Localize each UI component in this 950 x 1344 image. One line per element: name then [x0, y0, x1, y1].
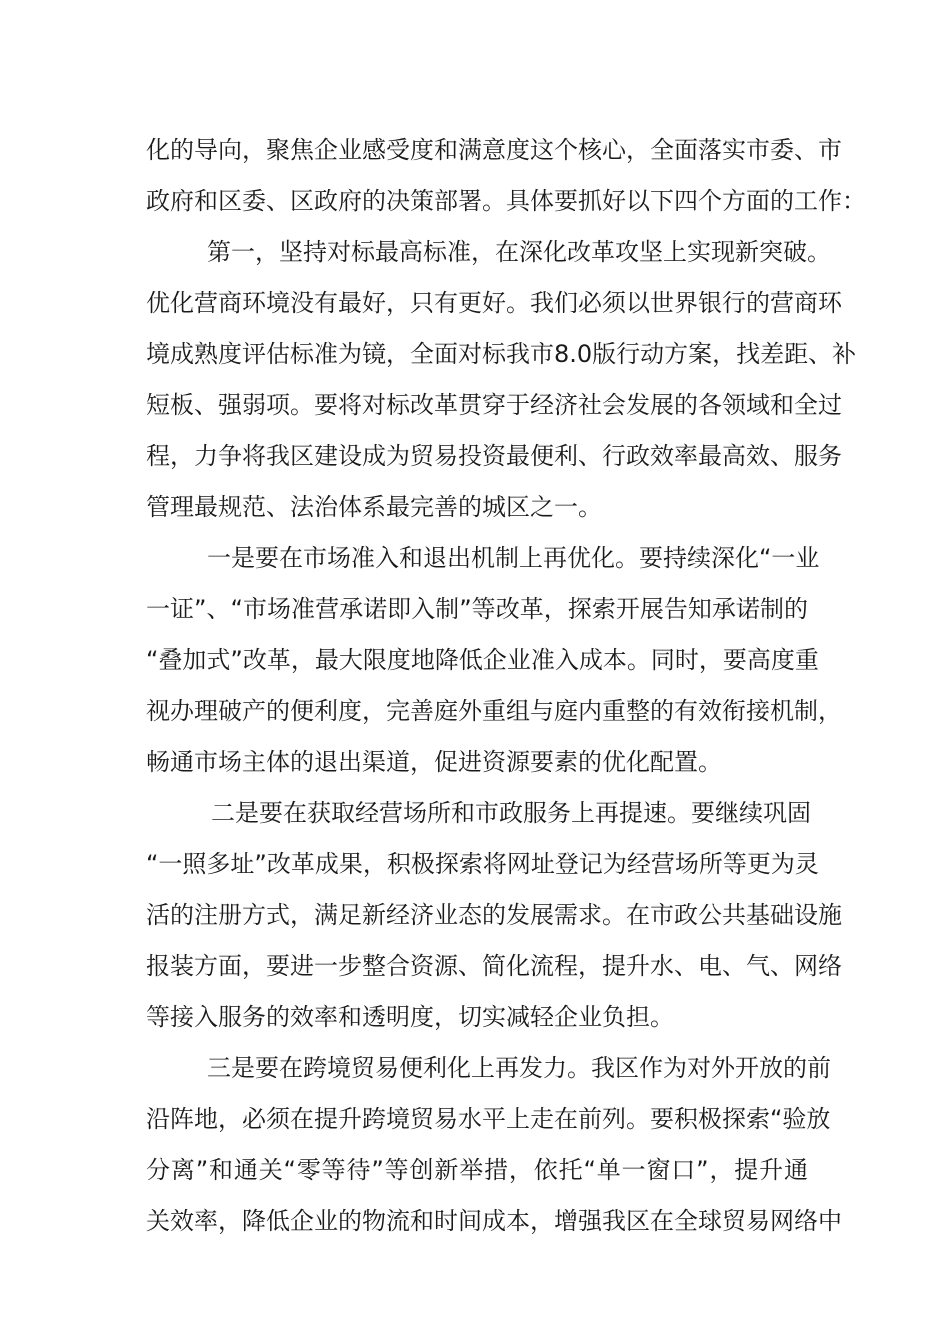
text-line: 活的注册方式，满足新经济业态的发展需求。在市政公共基础设施	[146, 901, 842, 929]
text-line: “一照多址”改革成果，积极探索将网址登记为经营场所等更为灵	[146, 850, 819, 878]
text-line: 关效率，降低企业的物流和时间成本，增强我区在全球贸易网络中	[146, 1207, 842, 1235]
text-line: 短板、强弱项。要将对标改革贯穿于经济社会发展的各领域和全过	[146, 391, 842, 419]
paragraph-start: 二是要在获取经营场所和市政服务上再提速。要继续巩固	[211, 799, 811, 827]
text-line: 优化营商环境没有最好，只有更好。我们必须以世界银行的营商环	[146, 289, 842, 317]
text-line: 报装方面，要进一步整合资源、简化流程，提升水、电、气、网络	[146, 952, 842, 980]
text-line: 程，力争将我区建设成为贸易投资最便利、行政效率最高效、服务	[146, 442, 842, 470]
text-line: 政府和区委、区政府的决策部署。具体要抓好以下四个方面的工作：	[146, 187, 866, 215]
text-line: 化的导向，聚焦企业感受度和满意度这个核心，全面落实市委、市	[146, 136, 842, 164]
text-line: 一证”、“市场准营承诺即入制”等改革，探索开展告知承诺制的	[146, 595, 808, 623]
text-line: 分离”和通关“零等待”等创新举措，依托“单一窗口”，提升通	[146, 1156, 808, 1184]
paragraph-start: 三是要在跨境贸易便利化上再发力。我区作为对外开放的前	[207, 1054, 831, 1082]
text-line: 视办理破产的便利度，完善庭外重组与庭内重整的有效衔接机制，	[146, 697, 842, 725]
paragraph-heading: 第一，坚持对标最高标准，在深化改革攻坚上实现新突破。	[207, 238, 831, 266]
text-line: 等接入服务的效率和透明度，切实减轻企业负担。	[146, 1003, 674, 1031]
text-line: “叠加式”改革，最大限度地降低企业准入成本。同时，要高度重	[146, 646, 819, 674]
text-line: 沿阵地，必须在提升跨境贸易水平上走在前列。要积极探索“验放	[146, 1105, 831, 1133]
text-line: 境成熟度评估标准为镜，全面对标我市8.0版行动方案，找差距、补	[146, 340, 857, 368]
paragraph-start: 一是要在市场准入和退出机制上再优化。要持续深化“一业	[207, 544, 820, 572]
text-line: 管理最规范、法治体系最完善的城区之一。	[146, 493, 602, 521]
text-line: 畅通市场主体的退出渠道，促进资源要素的优化配置。	[146, 748, 722, 776]
